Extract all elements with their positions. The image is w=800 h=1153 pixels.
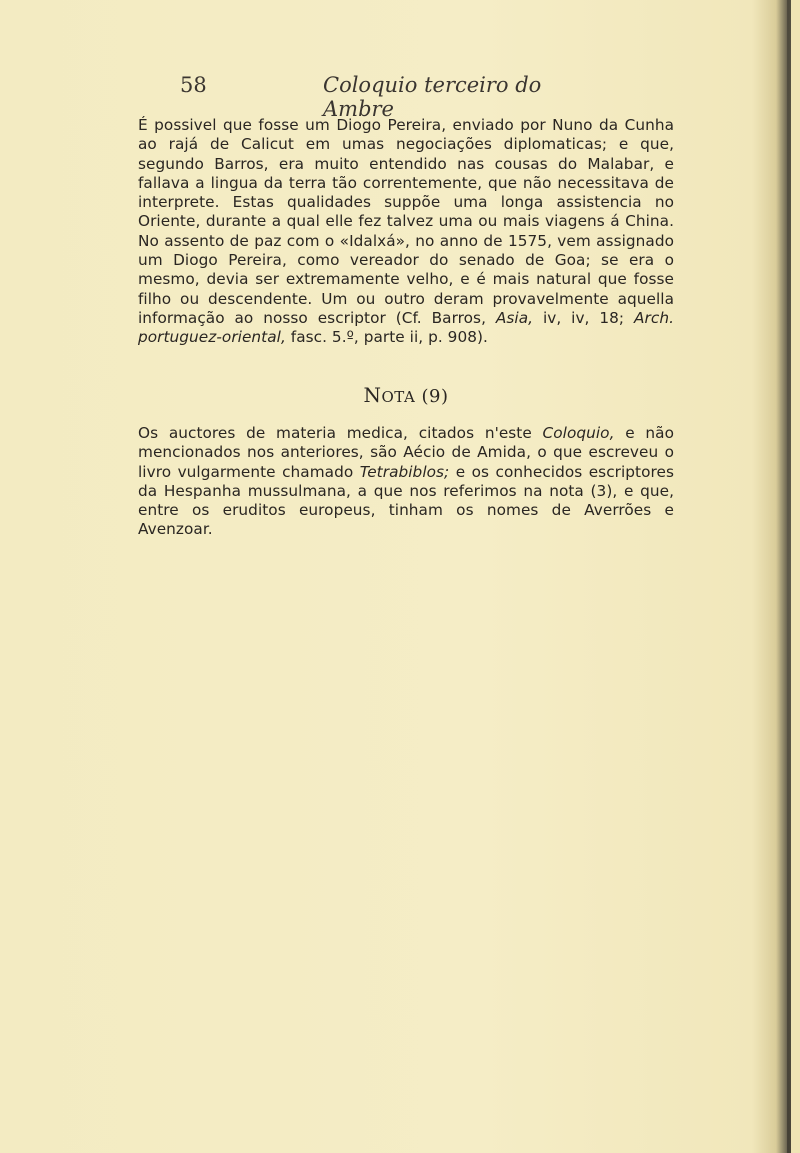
paragraph-text: É possivel que fosse um Diogo Pereira, enviado por Nuno da Cunha ao rajá de Calicut em umas negociações diplomaticas; e que, segundo Barros, era muito entendido nas cousas do Malabar, e fallava a lingua da terra tão correntemente, que não necessitava de interprete. Estas qualidades suppõe uma longa assistencia no Oriente, durante a qual elle fez talvez uma ou mais viagens á China. No assento de paz com o «Idalxá», no anno de 1575, vem assignado um Diogo Pereira, como vereador do senado de Goa; se era o mesmo, devia ser extremamente velho, e é mais natural que fosse filho ou descendente. Um ou outro deram provavelmente aquella informação ao nosso escriptor (Cf. Barros,: [138, 116, 674, 327]
heading-number: (9): [421, 386, 449, 407]
italic-coloquio: Coloquio,: [542, 424, 615, 442]
paragraph-text: iv, iv, 18;: [533, 308, 635, 327]
italic-asia: Asia,: [495, 308, 534, 327]
paragraph-text: e não mencionados nos anteriores, são Aécio de Amida, o que escreveu o livro vulgarmente chamado: [138, 424, 674, 481]
running-title: Coloquio terceiro do Ambre: [323, 73, 542, 121]
page-number: 58: [180, 73, 207, 97]
paragraph-text: e os conhecidos escriptores da Hespanha mussulmana, a que nos referimos na nota (3), e que, entre os eruditos europeus, tinham os nomes de Averrões e Avenzoar.: [138, 462, 674, 539]
heading-rest: OTA: [381, 388, 416, 406]
paragraph-text: fasc. 5.º, parte ii, p. 908).: [285, 328, 488, 347]
section-heading-nota-9: [138, 383, 674, 407]
italic-arch: Arch. portuguez-oriental,: [138, 308, 674, 347]
page-edge: [791, 0, 800, 1153]
paragraph-diogo-pereira: [138, 116, 674, 348]
paragraph-text: Os auctores de materia medica, citados n'este: [138, 424, 543, 442]
heading-first-letter: N: [363, 383, 382, 407]
paragraph-auctores: [138, 424, 674, 540]
italic-tetrabiblos: Tetrabiblos;: [359, 462, 450, 481]
page-header: [180, 73, 600, 121]
